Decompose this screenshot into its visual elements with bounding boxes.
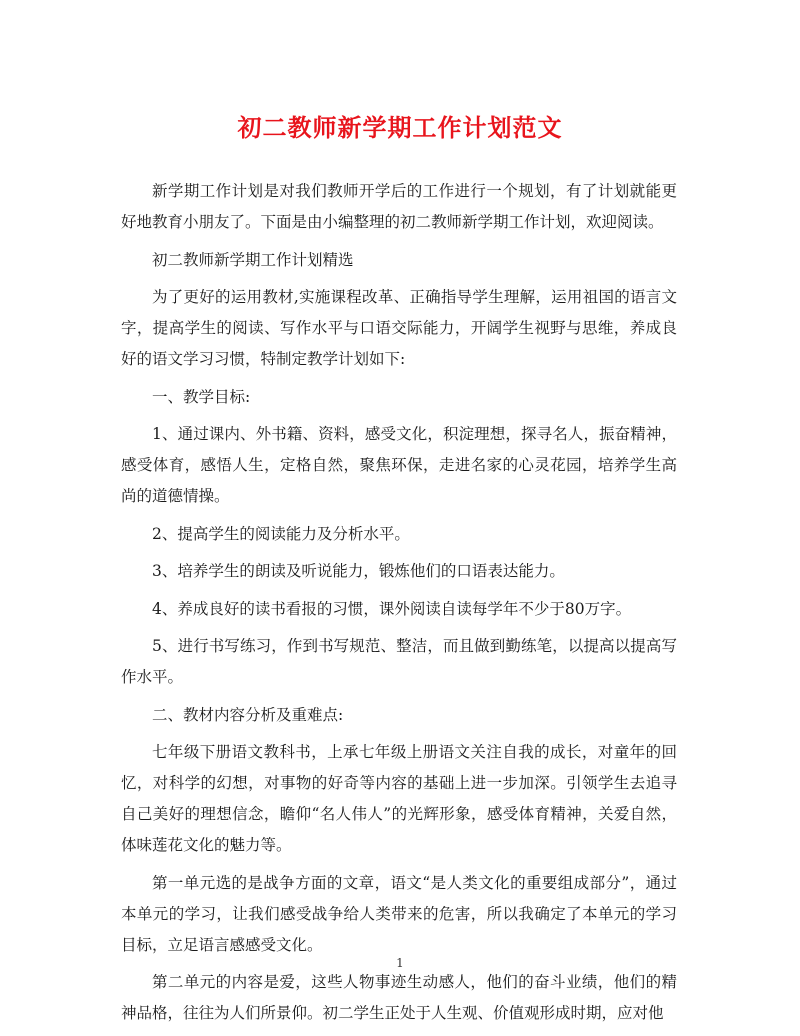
list-item: 4、养成良好的读书看报的习惯，课外阅读自读每学年不少于80万字。 — [152, 599, 632, 618]
section-heading: 一、教学目标: — [152, 387, 251, 406]
paragraph: 为了更好的运用教材,实施课程改革、正确指导学生理解，运用祖国的语言文字，提高学生的阅读、写作水平与口语交际能力，开阔学生视野与思维，养成良好的语文学习习惯，特制定教学计划如下: — [121, 288, 677, 368]
section-heading: 二、教材内容分析及重难点: — [152, 705, 344, 724]
list-item: 1、通过课内、外书籍、资料，感受文化，积淀理想，探寻名人，振奋精神，感受体育，感悟人生，定格自然，聚焦环保，走进名家的心灵花园，培养学生高尚的道德情操。 — [121, 425, 677, 505]
section-heading: 初二教师新学期工作计划精选 — [152, 250, 354, 269]
paragraph: 第二单元的内容是爱，这些人物事迹生动感人，他们的奋斗业绩，他们的精神品格，往往为人们所景仰。初二学生正处于人生观、价值观形成时期，应对他 — [121, 973, 677, 1022]
list-item: 5、进行书写练习，作到书写规范、整洁，而且做到勤练笔，以提高以提高写作水平。 — [121, 637, 677, 686]
paragraph: 七年级下册语文教科书，上承七年级上册语文关注自我的成长，对童年的回忆，对科学的幻想，对事物的好奇等内容的基础上进一步加深。引领学生去追寻自己美好的理想信念，瞻仰“名人伟人”的光辉形象，感受体育精神，关爱自然，体味莲花文化的魅力等。 — [121, 743, 677, 854]
document-title: 初二教师新学期工作计划范文 — [237, 113, 563, 142]
list-item: 2、提高学生的阅读能力及分析水平。 — [152, 524, 410, 543]
page-number: 1 — [396, 956, 404, 970]
document-body — [121, 176, 677, 1036]
paragraph: 新学期工作计划是对我们教师开学后的工作进行一个规划，有了计划就能更好地教育小朋友了。下面是由小编整理的初二教师新学期工作计划，欢迎阅读。 — [121, 182, 677, 231]
paragraph: 第一单元选的是战争方面的文章，语文“是人类文化的重要组成部分”，通过本单元的学习，让我们感受战争给人类带来的危害，所以我确定了本单元的学习目标，立足语言感感受文化。 — [121, 873, 677, 954]
list-item: 3、培养学生的朗读及听说能力，锻炼他们的口语表达能力。 — [152, 562, 565, 580]
